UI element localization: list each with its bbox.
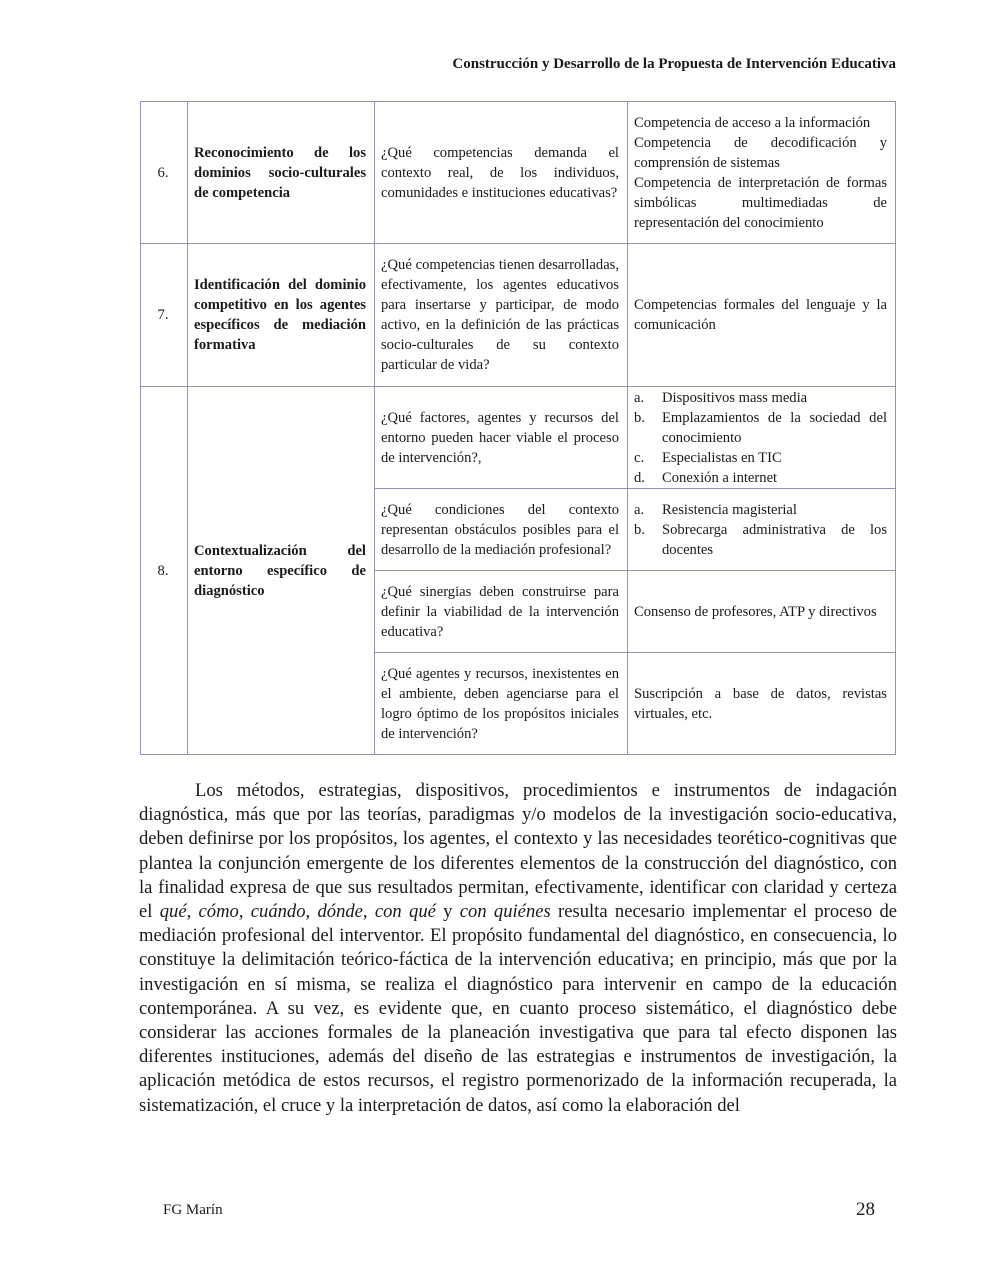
text-segment: , <box>305 901 318 923</box>
list-item <box>634 500 887 520</box>
list-text: Emplazamientos de la sociedad del conocimiento <box>662 409 887 446</box>
row-answer <box>628 489 896 571</box>
emphasis-con-que: con qué <box>374 901 436 923</box>
text-segment: , <box>362 901 375 923</box>
list-text: Sobrecarga administrativa de los docentes <box>662 521 887 558</box>
list-text: Dispositivos mass media <box>662 389 808 406</box>
list-item <box>634 388 887 408</box>
answer-line: Competencia de decodificación y comprensión de sistemas <box>634 134 887 171</box>
row-dimension: Contextualización del entorno específico de diagnóstico <box>188 387 375 755</box>
table-row <box>141 102 896 244</box>
body-paragraph <box>139 779 897 1118</box>
list-marker: c. <box>634 449 645 466</box>
text-segment: Los métodos, estrategias, dispositivos, procedimientos e instrumentos de indagación diagnóstica, más que por las teorías, paradigmas y/o modelos de la investigación socio-educativa, deben definirse por los propósitos, los agentes, el contexto y las necesidades teorético-cognitivas que plantea la conjunción emergente de los diferentes elementos de la construcción del diagnóstico, con la finalidad expresa de que sus resultados permitan, efectivamente, identificar con claridad y certeza el <box>139 780 897 923</box>
list-item <box>634 468 887 488</box>
footer-author: FG Marín <box>163 1202 223 1218</box>
row-answer <box>628 244 896 387</box>
answer-list <box>634 388 887 488</box>
text-segment: resulta necesario implementar el proceso de mediación profesional del interventor. El propósito fundamental del diagnóstico, en consecuencia, lo constituye la delimitación teórico-fáctica de la intervención educativa; en principio, más que por la investigación en sí misma, se realiza el diagnóstico para intervenir en campo de la educación contemporánea. A su vez, es evidente que, en cuanto proceso sistemático, el diagnóstico debe considerar las acciones formales de la planeación investigativa que para tal efecto disponen las diferentes instituciones, además del diseño de las estrategias e instrumentos de investigación, la aplicación metódica de estos recursos, el registro pormenorizado de la información recuperada, la sistematización, el cruce y la interpretación de datos, así como la elaboración del <box>139 901 898 1116</box>
emphasis-donde: dónde <box>317 901 363 923</box>
text-segment: , <box>238 901 251 923</box>
row-dimension: Reconocimiento de los dominios socio-culturales de competencia <box>188 102 375 244</box>
list-text: Especialistas en TIC <box>662 449 782 466</box>
diagnostic-table <box>140 101 896 755</box>
list-item <box>634 520 887 560</box>
emphasis-cuando: cuándo <box>250 901 306 923</box>
list-marker: a. <box>634 389 645 406</box>
list-marker: a. <box>634 501 645 518</box>
running-header: Construcción y Desarrollo de la Propuesta de Intervención Educativa <box>452 56 896 72</box>
row-answer <box>628 653 896 755</box>
body-paragraph-container <box>139 779 897 1118</box>
row-answer <box>628 571 896 653</box>
table-row <box>141 244 896 387</box>
row-question: ¿Qué agentes y recursos, inexistentes en el ambiente, deben agenciarse para el logro óptimo de los propósitos iniciales de intervención? <box>375 653 628 755</box>
row-answer <box>628 387 896 489</box>
row-number: 6. <box>141 102 188 244</box>
text-segment: , <box>186 901 199 923</box>
row-question: ¿Qué condiciones del contexto representan obstáculos posibles para el desarrollo de la mediación profesional? <box>375 489 628 571</box>
list-text: Conexión a internet <box>662 469 778 486</box>
answer-line: Competencias formales del lenguaje y la comunicación <box>634 297 887 333</box>
list-marker: b. <box>634 409 645 426</box>
answer-line: Competencia de acceso a la información <box>634 114 871 131</box>
emphasis-como: cómo <box>198 901 239 923</box>
answer-line: Consenso de profesores, ATP y directivos <box>634 603 877 620</box>
row-answer <box>628 102 896 244</box>
list-text: Resistencia magisterial <box>662 501 797 518</box>
row-dimension: Identificación del dominio competitivo en los agentes específicos de mediación formativa <box>188 244 375 387</box>
emphasis-que: qué <box>159 901 187 923</box>
list-marker: b. <box>634 521 645 538</box>
list-marker: d. <box>634 469 645 486</box>
text-segment: y <box>435 901 460 923</box>
row-question: ¿Qué factores, agentes y recursos del entorno pueden hacer viable el proceso de intervención?, <box>375 387 628 489</box>
emphasis-con-quienes: con quiénes <box>459 901 551 923</box>
answer-line: Suscripción a base de datos, revistas virtuales, etc. <box>634 685 887 722</box>
row-question: ¿Qué competencias tienen desarrolladas, efectivamente, los agentes educativos para insertarse y participar, de modo activo, en la definición de las prácticas socio-culturales de su contexto particular de vida? <box>375 244 628 387</box>
answer-line: Competencia de interpretación de formas simbólicas multimediadas de representación del conocimiento <box>634 174 887 231</box>
row-question: ¿Qué competencias demanda el contexto real, de los individuos, comunidades e instituciones educativas? <box>375 102 628 244</box>
list-item <box>634 448 887 468</box>
page-number: 28 <box>856 1199 875 1220</box>
list-item <box>634 408 887 448</box>
row-question: ¿Qué sinergias deben construirse para definir la viabilidad de la intervención educativa? <box>375 571 628 653</box>
answer-list <box>634 500 887 560</box>
table-row <box>141 387 896 489</box>
row-number: 8. <box>141 387 188 755</box>
row-number: 7. <box>141 244 188 387</box>
